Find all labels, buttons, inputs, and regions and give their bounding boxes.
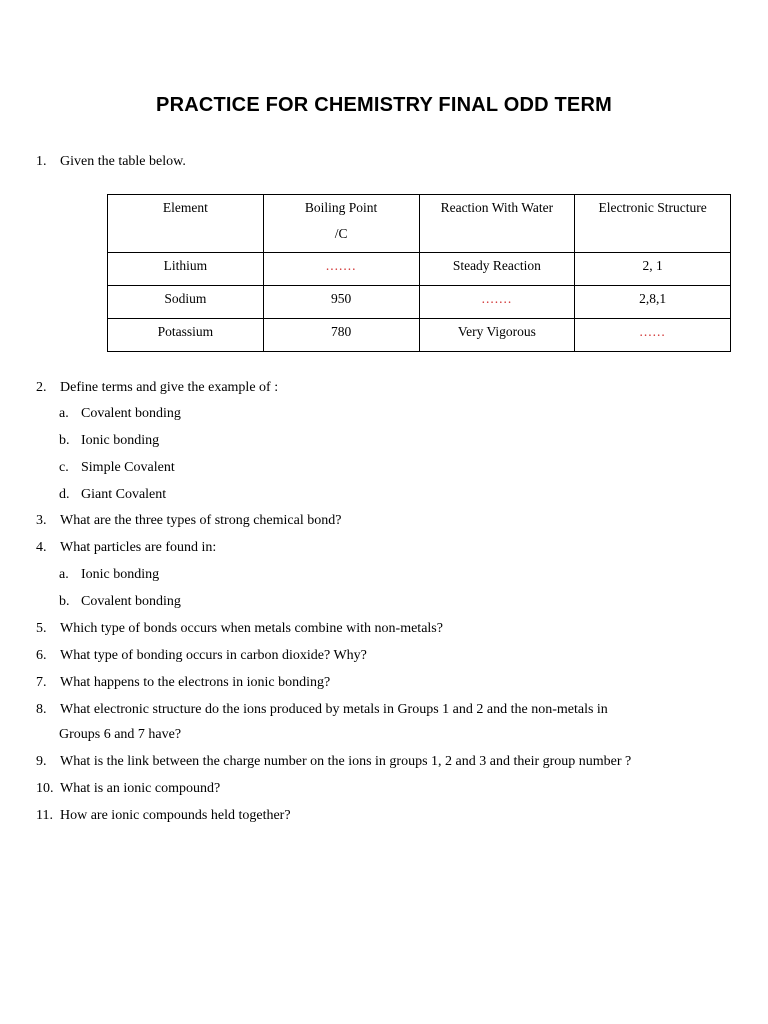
header-element: Element	[108, 195, 264, 253]
table-cell: Steady Reaction	[419, 253, 575, 286]
table-cell: 780	[263, 319, 419, 352]
question-7	[36, 671, 736, 695]
question-text: How are ionic compounds held together?	[60, 808, 291, 823]
question-3	[36, 509, 736, 533]
page-title: PRACTICE FOR CHEMISTRY FINAL ODD TERM	[156, 94, 612, 116]
table-row	[108, 286, 731, 319]
question-number: 2.	[36, 380, 47, 395]
blank-cell: ......	[575, 319, 731, 352]
question-11	[36, 804, 736, 828]
question-text: What particles are found in:	[60, 540, 217, 555]
header-boiling-point	[263, 195, 419, 253]
item-text: Ionic bonding	[81, 433, 160, 448]
question-1	[36, 150, 736, 174]
question-number: 7.	[36, 675, 47, 690]
question-4	[36, 536, 736, 560]
item-letter: b.	[59, 594, 70, 609]
item-text: Covalent bonding	[81, 406, 181, 421]
blank-cell: .......	[263, 253, 419, 286]
item-letter: b.	[59, 433, 70, 448]
question-10	[36, 777, 736, 801]
question-text: What is an ionic compound?	[60, 781, 221, 796]
question-number: 9.	[36, 754, 47, 769]
question-6	[36, 644, 736, 668]
table-header-row	[108, 195, 731, 253]
item-text: Giant Covalent	[81, 487, 167, 502]
item-letter: a.	[59, 567, 69, 582]
blank-cell: .......	[419, 286, 575, 319]
item-letter: a.	[59, 406, 69, 421]
question-8-continuation: Groups 6 and 7 have?	[59, 727, 182, 742]
list-item	[59, 592, 181, 612]
question-number: 5.	[36, 621, 47, 636]
question-text: Which type of bonds occurs when metals combine with non-metals?	[60, 621, 443, 636]
list-item	[59, 565, 159, 585]
item-letter: c.	[59, 460, 69, 475]
question-text: What happens to the electrons in ionic bonding?	[60, 675, 331, 690]
table-cell: Very Vigorous	[419, 319, 575, 352]
header-electronic-structure: Electronic Structure	[575, 195, 731, 253]
question-number: 3.	[36, 513, 47, 528]
item-letter: d.	[59, 487, 70, 502]
question-number: 10.	[36, 781, 54, 796]
question-text: What are the three types of strong chemical bond?	[60, 513, 342, 528]
question-number: 8.	[36, 702, 47, 717]
question-2	[36, 376, 736, 400]
table-cell: Sodium	[108, 286, 264, 319]
elements-table	[107, 194, 731, 352]
question-number: 11.	[36, 808, 53, 823]
list-item	[59, 458, 175, 478]
question-number: 4.	[36, 540, 47, 555]
table-cell: 2, 1	[575, 253, 731, 286]
header-reaction-with-water: Reaction With Water	[419, 195, 575, 253]
table-row	[108, 319, 731, 352]
question-text: Define terms and give the example of :	[60, 380, 279, 395]
table-cell: Lithium	[108, 253, 264, 286]
table-cell: 950	[263, 286, 419, 319]
list-item	[59, 404, 181, 424]
item-text: Covalent bonding	[81, 594, 181, 609]
question-number: 1.	[36, 154, 47, 169]
table-row	[108, 253, 731, 286]
question-number: 6.	[36, 648, 47, 663]
question-text: What electronic structure do the ions produced by metals in Groups 1 and 2 and the non-metals in	[60, 702, 608, 717]
question-text: What type of bonding occurs in carbon dioxide? Why?	[60, 648, 367, 663]
list-item	[59, 431, 159, 451]
question-9	[36, 750, 736, 774]
header-boiling-point-line1: Boiling Point	[304, 200, 378, 215]
item-text: Ionic bonding	[81, 567, 160, 582]
question-8	[36, 698, 736, 722]
table-cell: 2,8,1	[575, 286, 731, 319]
question-text: Given the table below.	[60, 154, 186, 169]
list-item	[59, 485, 166, 505]
question-5	[36, 617, 736, 641]
item-text: Simple Covalent	[81, 460, 175, 475]
question-text: What is the link between the charge number on the ions in groups 1, 2 and 3 and their group number ?	[60, 754, 632, 769]
header-boiling-point-unit: /C	[334, 226, 348, 241]
table-cell: Potassium	[108, 319, 264, 352]
